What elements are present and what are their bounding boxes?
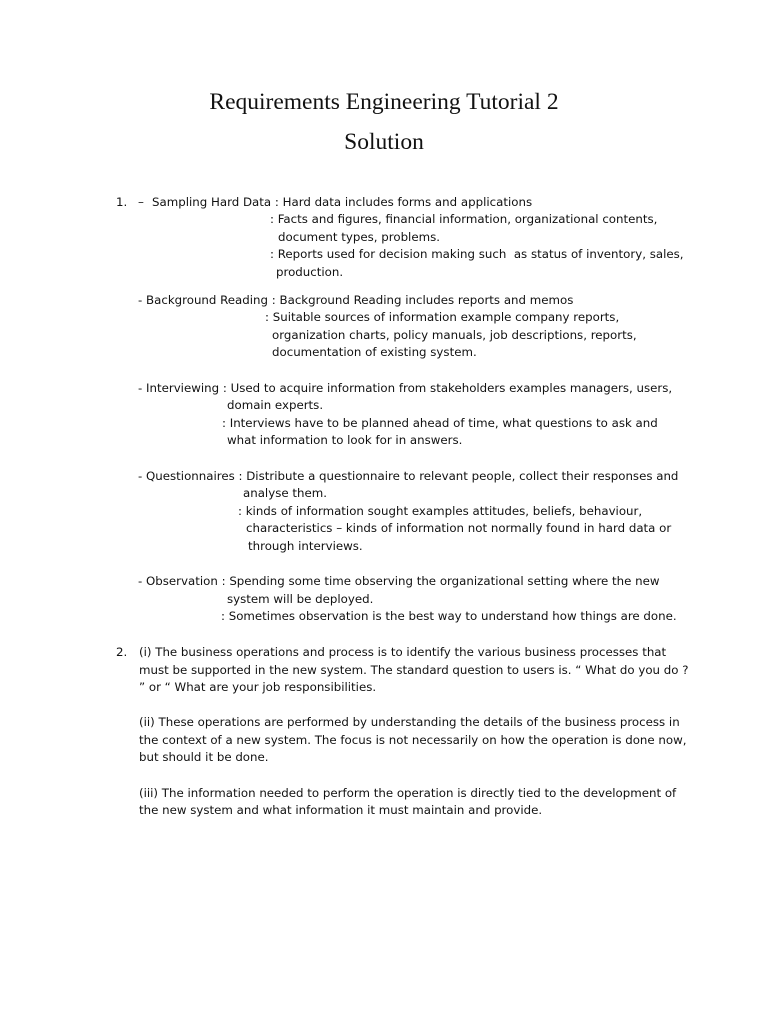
text-line: : kinds of information sought examples attitudes, beliefs, behaviour, bbox=[238, 504, 643, 518]
text-line: characteristics – kinds of information not normally found in hard data or bbox=[246, 521, 672, 535]
question-number: 2. bbox=[116, 645, 128, 659]
document-title: Requirements Engineering Tutorial 2 bbox=[209, 89, 559, 115]
list-dash: – bbox=[138, 195, 144, 209]
text-line: domain experts. bbox=[227, 398, 324, 412]
text-line: - Background Reading : Background Reading includes reports and memos bbox=[138, 293, 574, 307]
text-line: - Questionnaires : Distribute a questionnaire to relevant people, collect their responses and bbox=[138, 469, 679, 483]
text-line: production. bbox=[276, 265, 344, 279]
question-number: 1. bbox=[116, 195, 128, 209]
text-line: Sampling Hard Data : Hard data includes forms and applications bbox=[152, 195, 533, 209]
document-subtitle: Solution bbox=[344, 129, 424, 155]
text-line: through interviews. bbox=[248, 539, 363, 553]
text-line: : Reports used for decision making such as status of inventory, sales, bbox=[270, 247, 684, 261]
text-line: : Facts and figures, financial information, organizational contents, bbox=[270, 212, 658, 226]
text-line: : Interviews have to be planned ahead of time, what questions to ask and bbox=[222, 416, 658, 430]
text-line: but should it be done. bbox=[139, 750, 269, 764]
text-line: must be supported in the new system. The standard question to users is. “ What do you do ? bbox=[139, 663, 689, 677]
text-line: (iii) The information needed to perform the operation is directly tied to the development of bbox=[139, 786, 677, 800]
text-line: organization charts, policy manuals, job descriptions, reports, bbox=[272, 328, 637, 342]
text-line: - Interviewing : Used to acquire information from stakeholders examples managers, users, bbox=[138, 381, 673, 395]
text-line: the context of a new system. The focus is not necessarily on how the operation is done now, bbox=[139, 733, 687, 747]
text-line: system will be deployed. bbox=[227, 592, 374, 606]
text-line: - Observation : Spending some time observing the organizational setting where the new bbox=[138, 574, 660, 588]
text-line: the new system and what information it must maintain and provide. bbox=[139, 803, 543, 817]
text-line: document types, problems. bbox=[278, 230, 440, 244]
text-line: : Sometimes observation is the best way to understand how things are done. bbox=[221, 609, 677, 623]
text-line: (ii) These operations are performed by understanding the details of the business process in bbox=[139, 715, 680, 729]
text-line: (i) The business operations and process is to identify the various business processes that bbox=[139, 645, 667, 659]
text-line: ” or “ What are your job responsibilities. bbox=[139, 680, 377, 694]
text-line: documentation of existing system. bbox=[272, 345, 477, 359]
text-line: what information to look for in answers. bbox=[227, 433, 463, 447]
text-line: analyse them. bbox=[243, 486, 327, 500]
text-line: : Suitable sources of information example company reports, bbox=[265, 310, 620, 324]
